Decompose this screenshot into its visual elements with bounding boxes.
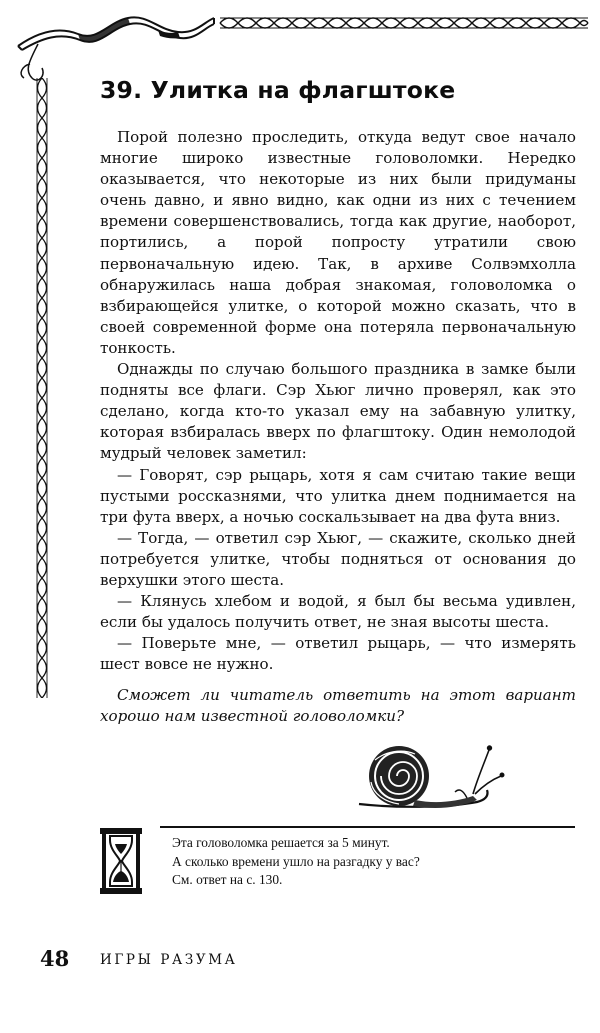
paragraph-intro: Порой полезно проследить, откуда ведут свое начало многие широко известные головоломки. Нередко оказывается, что некоторые из них были придуманы очень давно, и явно видно, как одни из них с течением времени совершенствовались, тогда как другие, наоборот, портились, а порой попросту утратили свою первоначальную идею. Так, в архиве Солвэмхолла обнаружилась наша добрая знакомая, головоломка о взбирающейся улитке, о которой можно сказать, что в своей современной форме она потеряла первоначальную тонкость.	[100, 128, 576, 357]
paragraph-dialogue-2: — Тогда, — ответил сэр Хьюг, — скажите, сколько дней потребуется улитке, чтобы подняться от основания до верхушки этого шеста.	[100, 528, 576, 589]
paragraph-dialogue-4: — Поверьте мне, — ответил рыцарь, — что измерять шест вовсе не нужно.	[100, 634, 576, 674]
page-number: 48	[40, 946, 70, 971]
timer-line-2: А сколько времени ушло на разгадку у вас?	[172, 853, 420, 869]
puzzle-title: 39. Улитка на флагштоке	[100, 76, 456, 104]
snail-shell	[369, 746, 429, 806]
paragraph-dialogue-1: — Говорят, сэр рыцарь, хотя я сам считаю такие вещи пустыми россказнями, что улитка днем поднимается на три фута вверх, а ночью соскальзывает на два фута вниз.	[100, 465, 576, 526]
puzzle-body	[100, 127, 576, 675]
running-head: ИГРЫ РАЗУМА	[100, 952, 238, 968]
timer-line-1: Эта головоломка решается за 5 минут.	[172, 835, 390, 850]
hourglass-icon	[98, 826, 144, 896]
ribbon-fill	[78, 18, 180, 42]
snail-illustration	[355, 738, 505, 812]
snail-body	[413, 796, 477, 808]
paragraph-dialogue-3: — Клянусь хлебом и водой, я был бы весьма удивлен, если бы удалось получить ответ, не зная высоты шеста.	[100, 592, 576, 632]
timer-box-rule	[160, 826, 575, 828]
chain-border	[220, 18, 588, 28]
paragraph-story: Однажды по случаю большого праздника в замке были подняты все флаги. Сэр Хьюг лично проверял, как это сделано, когда кто-то указал ему на забавную улитку, которая взбиралась вверх по флагштоку. Один немолодой мудрый человек заметил:	[100, 360, 576, 463]
timer-box-text	[172, 834, 572, 890]
vertical-chain-ornament	[30, 78, 54, 698]
timer-line-3: См. ответ на с. 130.	[172, 872, 283, 887]
reader-question: Сможет ли читатель ответить на этот вариант хорошо нам известной головоломки?	[100, 686, 576, 726]
